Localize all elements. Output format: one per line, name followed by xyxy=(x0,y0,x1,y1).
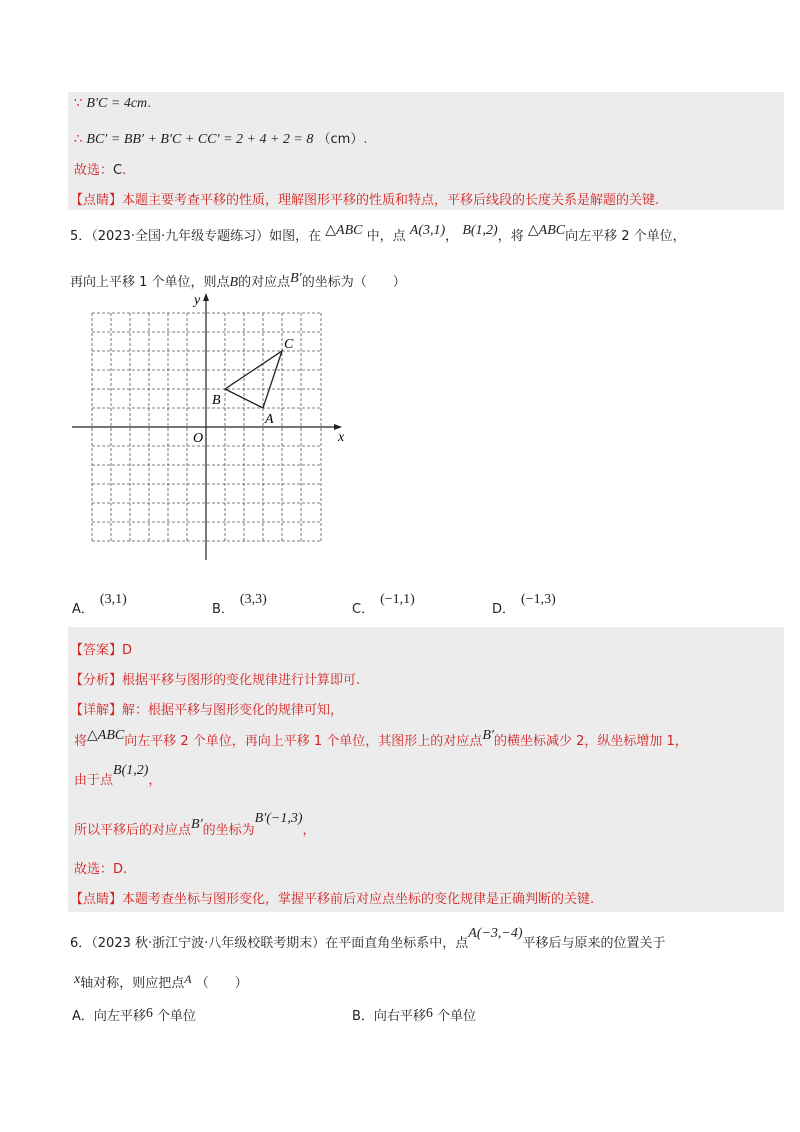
therefore-line: ∴ BC′ = BB′ + B′C + CC′ = 2 + 4 + 2 = 8 （cm）. xyxy=(74,132,368,147)
q6-option-a[interactable]: A．向左平移6 个单位 xyxy=(72,1006,197,1024)
detail-line: 【详解】解：根据平移与图形变化的规律可知， xyxy=(70,703,344,718)
math-bc-sum: BC′ = BB′ + B′C + CC′ = 2 + 4 + 2 = 8 xyxy=(86,132,314,147)
option-d[interactable]: D．(−1,3) xyxy=(492,592,556,617)
choice-line: 故选：C. xyxy=(74,163,127,178)
comment-line: 【点睛】本题主要考查平移的性质，理解图形平移的性质和特点，平移后线段的长度关系是解题的关键. xyxy=(70,193,660,208)
math-bc-length: B′C = 4cm xyxy=(86,96,148,111)
x-axis-label: x xyxy=(338,430,345,445)
q6-stem-line1: 6．（2023 秋·浙江宁波·八年级校联考期末）在平面直角坐标系中，点A(−3,−4)平移后与原来的位置关于 xyxy=(70,926,666,951)
option-a[interactable]: A．(3,1) xyxy=(72,592,127,617)
detail-since-line: 由于点B(1,2)， xyxy=(74,763,162,788)
detail-shift-line: 将△ABC向左平移 2 个单位，再向上平移 1 个单位，其图形上的对应点B′的横坐标减少 2，纵坐标增加 1， xyxy=(74,728,688,749)
q5-comment-line: 【点睛】本题考查坐标与图形变化，掌握平移前后对应点坐标的变化规律是正确判断的关键. xyxy=(70,892,595,907)
vertex-a-label: A xyxy=(265,412,274,427)
q5-stem-line2: 再向上平移 1 个单位，则点B的对应点B′的坐标为（ ） xyxy=(70,271,406,290)
answer-line: 【答案】D xyxy=(70,643,133,658)
triangle-abc: △ABC xyxy=(325,223,363,238)
y-axis-arrow xyxy=(203,293,209,301)
vertex-c-label: C xyxy=(284,337,294,352)
origin-label: O xyxy=(193,431,204,446)
point-b: B(1,2) xyxy=(462,223,498,238)
q6-stem-line2: x轴对称，则应把点A （ ） xyxy=(74,972,248,991)
point-a-q6: A(−3,−4) xyxy=(468,926,523,941)
q6-option-b[interactable]: B．向右平移6 个单位 xyxy=(352,1006,477,1024)
q5-stem-line1: 5．（2023·全国·九年级专题练习）如图，在 △ABC 中，点 A(3,1)， B(1,2)，将 △ABC向左平移 2 个单位， xyxy=(70,223,686,244)
because-line: ∵ B′C = 4cm. xyxy=(74,96,152,111)
triangle-abc-2: △ABC xyxy=(527,223,566,238)
triangle-abc-shape xyxy=(225,351,282,408)
point-a: A(3,1) xyxy=(409,223,446,238)
coordinate-grid-figure xyxy=(70,290,360,565)
option-b[interactable]: B．(3,3) xyxy=(212,592,267,617)
detail-result-line: 所以平移后的对应点B′的坐标为B′(−1,3)， xyxy=(74,811,316,838)
y-axis-label: y xyxy=(194,293,201,308)
detail-choice-line: 故选：D. xyxy=(74,862,128,877)
vertex-b-label: B xyxy=(212,393,221,408)
option-c[interactable]: C．(−1,1) xyxy=(352,592,415,617)
analysis-line: 【分析】根据平移与图形的变化规律进行计算即可. xyxy=(70,673,361,688)
